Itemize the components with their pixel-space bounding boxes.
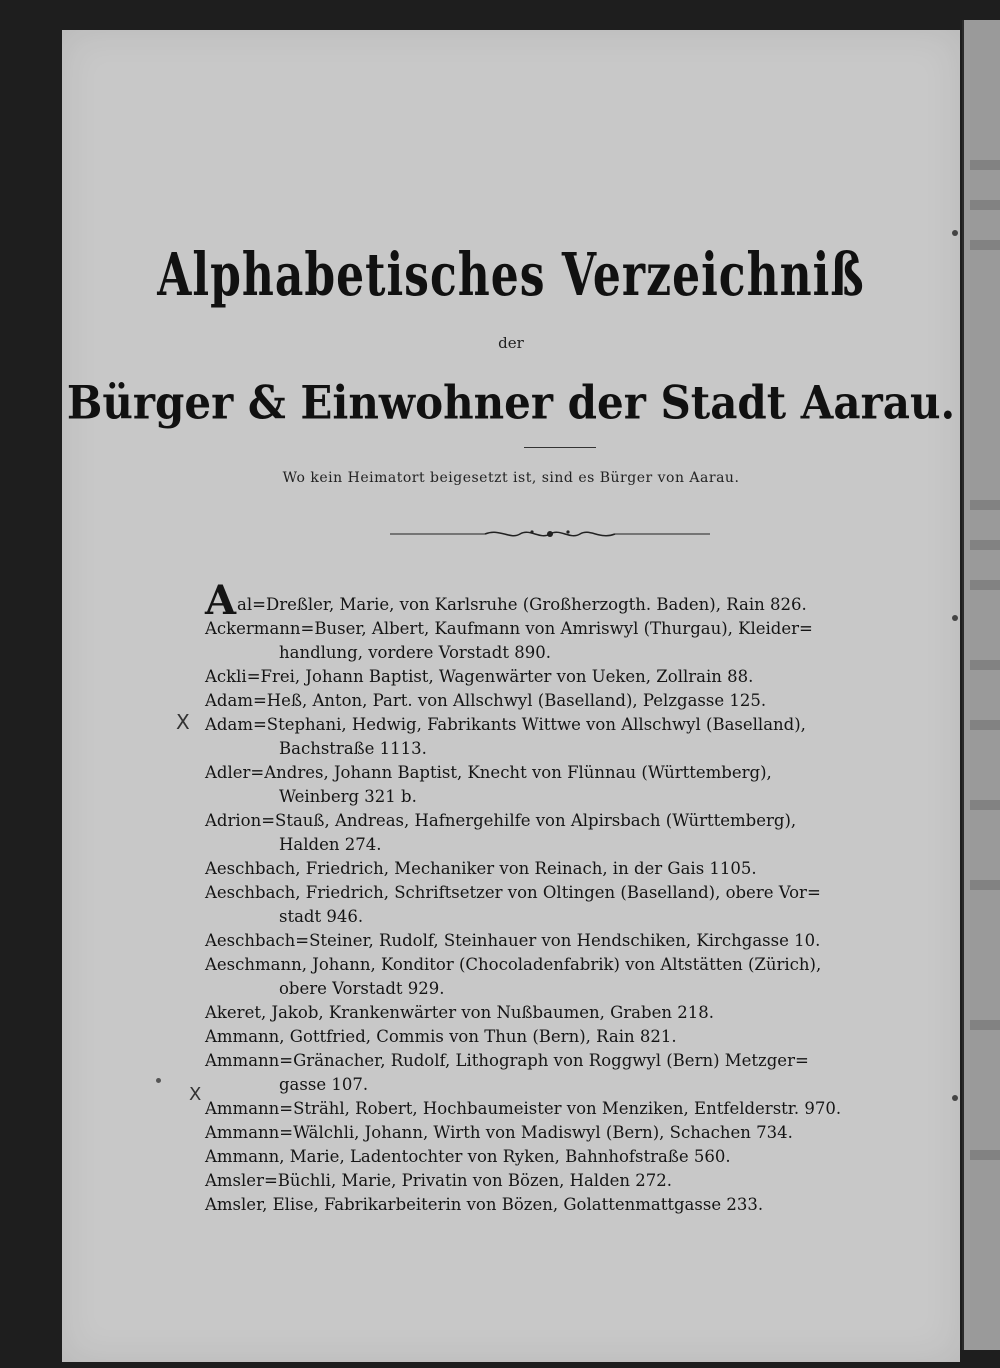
list-item: Ackli=Frei, Johann Baptist, Wagenwärter von Ueken, Zollrain 88.	[205, 667, 754, 686]
directory-list	[205, 577, 885, 1217]
adjacent-page-edge	[962, 20, 1000, 1350]
binding-stitch	[952, 230, 958, 236]
list-item: Adler=Andres, Johann Baptist, Knecht von Flünnau (Württemberg), Weinberg 321 b.	[205, 763, 772, 806]
list-item: Amsler, Elise, Fabrikarbeiterin von Bözen, Golattenmattgasse 233.	[205, 1195, 764, 1214]
list-item: Aeschbach, Friedrich, Mechaniker von Reinach, in der Gais 1105.	[205, 859, 757, 878]
binding-stitch	[952, 615, 958, 621]
list-item: Aeschbach=Steiner, Rudolf, Steinhauer von Hendschiken, Kirchgasse 10.	[205, 931, 821, 950]
page-title: Alphabetisches Verzeichniß	[157, 241, 865, 310]
page-subtitle: Bürger & Einwohner der Stadt Aarau.	[66, 375, 956, 430]
list-item: Aeschbach, Friedrich, Schriftsetzer von Oltingen (Baselland), obere Vor= stadt 946.	[205, 883, 821, 926]
list-item: Adrion=Stauß, Andreas, Hafnergehilfe von Alpirsbach (Württemberg), Halden 274.	[205, 811, 797, 854]
list-item: Adam=Heß, Anton, Part. von Allschwyl (Baselland), Pelzgasse 125.	[205, 691, 767, 710]
ornament-divider	[390, 526, 710, 542]
list-item: Aal=Dreßler, Marie, von Karlsruhe (Großherzogth. Baden), Rain 826.	[205, 577, 807, 624]
header-note: Wo kein Heimatort beigesetzt ist, sind es Bürger von Aarau.	[282, 470, 740, 486]
list-item: Akeret, Jakob, Krankenwärter von Nußbaumen, Graben 218.	[205, 1003, 714, 1022]
list-item: Aeschmann, Johann, Konditor (Chocoladenfabrik) von Altstätten (Zürich), obere Vorstadt 929.	[205, 955, 822, 998]
drop-cap: A	[205, 577, 237, 624]
handwritten-x-mark: X	[176, 710, 190, 734]
list-item: Ammann=Strähl, Robert, Hochbaumeister von Menziken, Entfelderstr. 970.	[205, 1099, 842, 1118]
list-item: Ammann, Marie, Ladentochter von Ryken, Bahnhofstraße 560.	[205, 1147, 731, 1166]
title-connector: der	[498, 334, 524, 352]
list-item: Ammann=Wälchli, Johann, Wirth von Madiswyl (Bern), Schachen 734.	[205, 1123, 793, 1142]
list-item: Ammann=Gränacher, Rudolf, Lithograph von Roggwyl (Bern) Metzger= gasse 107.	[205, 1051, 809, 1094]
list-item: Ackermann=Buser, Albert, Kaufmann von Amriswyl (Thurgau), Kleider= handlung, vordere Vorstadt 890.	[205, 619, 813, 662]
list-item: Amsler=Büchli, Marie, Privatin von Bözen, Halden 272.	[205, 1171, 673, 1190]
handwritten-x-mark: X	[189, 1084, 202, 1105]
list-item: Adam=Stephani, Hedwig, Fabrikants Wittwe von Allschwyl (Baselland), Bachstraße 1113.	[205, 715, 806, 758]
binding-stitch	[952, 1095, 958, 1101]
list-item: Ammann, Gottfried, Commis von Thun (Bern), Rain 821.	[205, 1027, 677, 1046]
ink-speck	[156, 1078, 161, 1083]
title-divider	[524, 447, 596, 448]
